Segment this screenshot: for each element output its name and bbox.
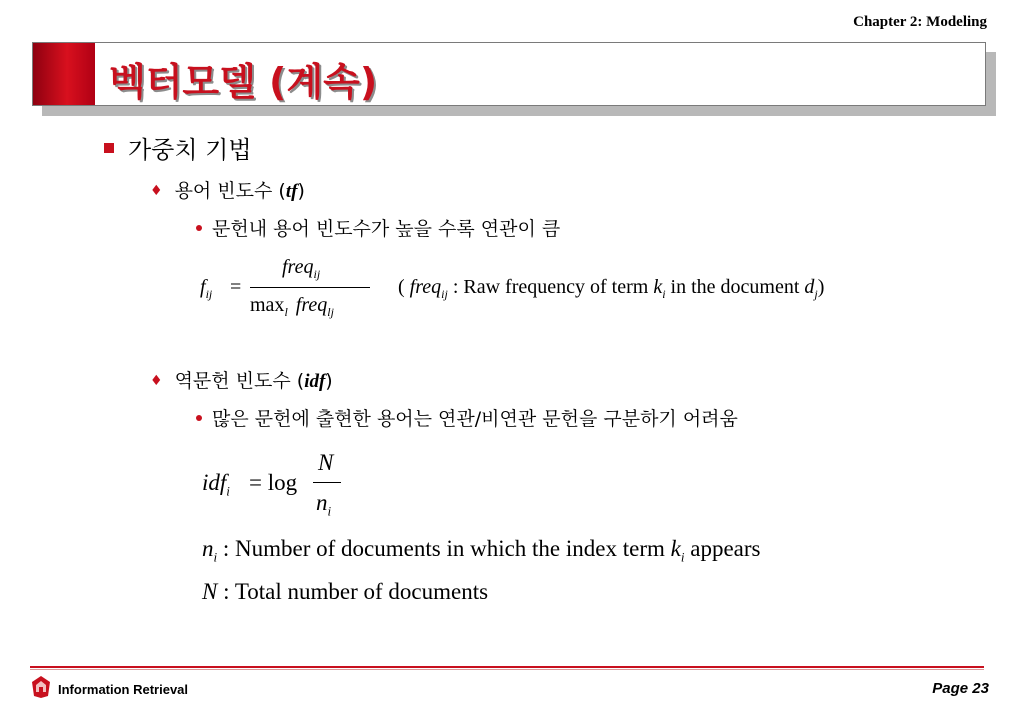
footer-course: Information Retrieval — [58, 682, 189, 697]
page-number: Page 23 — [932, 680, 989, 697]
tf-close: ) — [297, 180, 305, 202]
idf-numerator: N — [318, 450, 334, 475]
definition-N: N : Total number of documents — [202, 579, 489, 604]
tf-numerator: freq$_{ij}$ — [282, 256, 321, 281]
definition-ni: $n_i$ : Number of documents in which the index term $k_i$ appears — [202, 536, 761, 565]
tf-eq: = — [230, 276, 242, 298]
idf-abbr: idf — [304, 371, 326, 392]
footer-rule-thin — [30, 669, 984, 670]
idf-eq-log: = log — [249, 470, 298, 495]
tf-label: 용어 빈도수 ( — [174, 180, 286, 202]
tf-fraction-bar — [250, 287, 370, 288]
idf-close: ) — [325, 370, 333, 392]
square-bullet-icon — [104, 143, 114, 153]
bullet-tf — [150, 176, 305, 203]
title-red-block — [33, 43, 95, 105]
idf-lhs: idf$_i$ — [202, 470, 230, 499]
idf-denominator: $n_i$ — [316, 490, 332, 519]
tf-abbr: tf — [285, 181, 298, 202]
tf-desc: 문헌내 용어 빈도수가 높을 수록 연관이 큼 — [212, 218, 561, 240]
slide-title: 벡터모델 (계속) — [109, 60, 378, 104]
dot-bullet-icon — [196, 225, 202, 231]
idf-desc: 많은 문헌에 출현한 용어는 연관/비연관 문헌을 구분하기 어려움 — [212, 408, 738, 430]
title-box — [32, 42, 986, 106]
bullet-idf-desc — [196, 404, 738, 431]
idf-label: 역문헌 빈도수 ( — [174, 370, 305, 392]
chapter-label: Chapter 2: Modeling — [853, 14, 987, 30]
bullet-weighting-text: 가중치 기법 — [128, 136, 252, 164]
bullet-tf-desc — [196, 214, 560, 241]
diamond-bullet-icon: ♦ — [150, 183, 163, 199]
dot-bullet-icon — [196, 415, 202, 421]
tf-denominator: $\max_l$ freq$_{lj}$ — [250, 294, 334, 319]
bullet-weighting — [104, 130, 252, 165]
diamond-bullet-icon: ♦ — [150, 373, 163, 389]
footer-rule — [30, 666, 984, 668]
tf-lhs: $f_{ij}$ — [200, 276, 213, 301]
university-logo-icon — [32, 676, 50, 698]
bullet-idf — [150, 366, 333, 393]
idf-fraction-bar — [313, 482, 341, 483]
tf-note: ( freq$_{ij}$ : Raw frequency of term $k_i$ in the document $d_j$) — [398, 276, 825, 301]
